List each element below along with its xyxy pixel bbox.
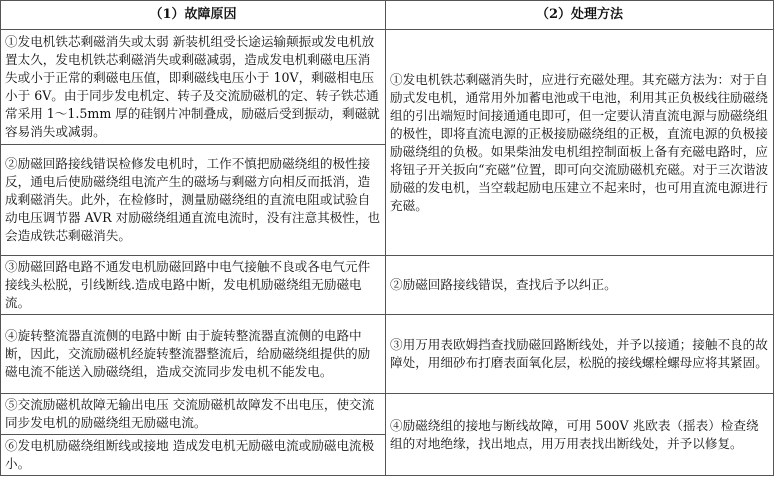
solution-1: ①发电机铁芯剩磁消失时，应进行充磁处理。其充磁方法为：对于自励式发电机，通常用外加蓄电池或干电池，利用其正负极线往励磁绕组的引出端短时间接通通电即可，但一定要认清直流电源与励磁绕组的极性，即将直流电源的正极接励磁绕组的正极，直流电源的负极接励磁绕组的负极。如果柴油发电机组控制面板上备有充磁电路时，应将钮子开关扳向“充磁”位置，即可向交流励磁机充磁。对于三次谐波励磁的发电机，当空载起励电压建立不起来时，也可用直流电源进行充磁。 [386, 30, 774, 256]
solution-2: ②励磁回路接线错误，查找后予以纠正。 [386, 256, 774, 315]
cause-1: ①发电机铁芯剩磁消失或太弱 新装机组受长途运输颠振或发电机放置太久，发电机铁芯剩磁消失或剩磁减弱，造成发电机剩磁电压消失或小于正常的剩磁电压值，即剩磁线电压小于 10V，剩磁相电压小于 6V。由于同步发电机定、转子及交流励磁机的定、转子铁芯通常采用 1～1.5mm 厚的硅钢片冲制叠成，励磁后受到振动，剩磁就容易消失或减弱。 [1, 30, 386, 145]
solution-4: ④励磁绕组的接地与断线故障，可用 500V 兆欧表（摇表）检查绕组的对地绝缘，找出地点，用万用表找出断线处，并予以修复。 [386, 394, 774, 476]
cause-6: ⑥发电机励磁绕组断线或接地 造成发电机无励磁电流或励磁电流极小。 [1, 435, 386, 476]
cause-4: ④旋转整流器直流侧的电路中断 由于旋转整流器直流侧的电路中断，因此，交流励磁机经旋转整流器整流后，给励磁绕组提供的励磁电流不能送入励磁绕组，造成交流同步发电机不能发电。 [1, 315, 386, 394]
table-row [1, 256, 774, 315]
solution-3: ③用万用表欧姆挡查找励磁回路断线处，并予以接通；接触不良的故障处，用细砂布打磨表面氧化层，松脱的接线螺栓螺母应将其紧固。 [386, 315, 774, 394]
header-cause: （1）故障原因 [1, 1, 386, 30]
table-row [1, 315, 774, 394]
table-row [1, 30, 774, 145]
cause-5: ⑤交流励磁机故障无输出电压 交流励磁机故障发不出电压，使交流同步发电机的励磁绕组无励磁电流。 [1, 394, 386, 435]
table-header-row [1, 1, 774, 30]
cause-2: ②励磁回路接线错误检修发电机时，工作不慎把励磁绕组的极性接反，通电后使励磁绕组电流产生的磁场与剩磁方向相反而抵消，造成剩磁消失。此外，在检修时，测量励磁绕组的直流电阻或试验自动电压调节器 AVR 对励磁绕组通直流电流时，没有注意其极性，也会造成铁芯剩磁消失。 [1, 145, 386, 256]
cause-3: ③励磁回路电路不通发电机励磁回路中电气接触不良或各电气元件接线头松脱，引线断线.造成电路中断，发电机励磁绕组无励磁电流。 [1, 256, 386, 315]
table-row [1, 394, 774, 435]
header-solution: （2）处理方法 [386, 1, 774, 30]
